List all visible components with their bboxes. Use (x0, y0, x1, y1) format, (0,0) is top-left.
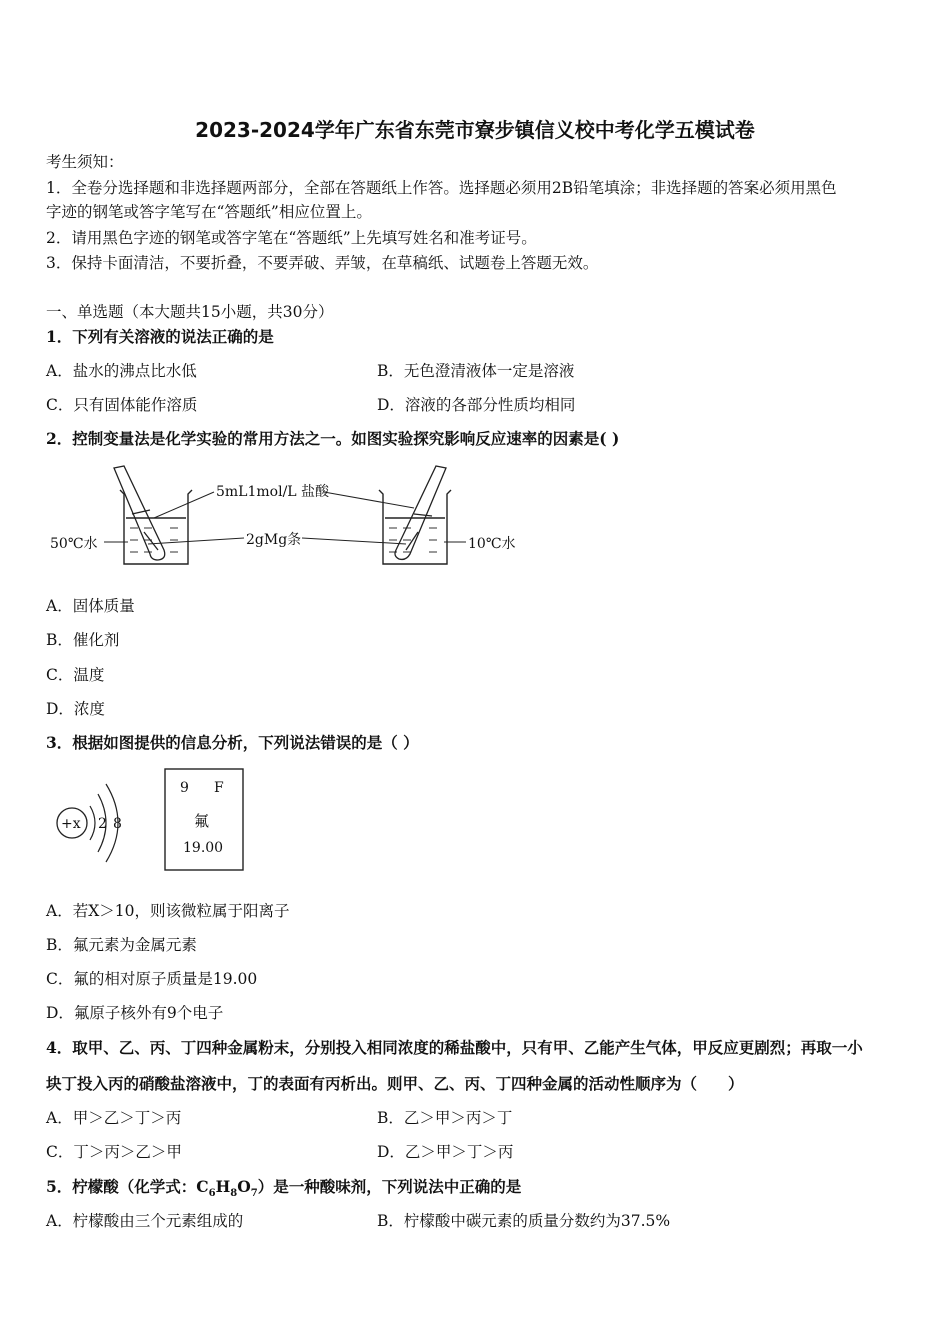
notice-item-1: 1．全卷分选择题和非选择题两部分，全部在答题纸上作答。选择题必须用2B铅笔填涂；非选择题的答案必须用黑色 (46, 179, 837, 197)
q4-option-b: B．乙＞甲＞丙＞丁 (377, 1109, 513, 1127)
q1-option-c: C．只有固体能作溶质 (46, 396, 198, 414)
right-water-label: 10℃水 (468, 536, 516, 552)
q3-option-a: A．若X＞10，则该微粒属于阳离子 (46, 902, 290, 920)
q5-stem-suffix: ）是一种酸味剂，下列说法中正确的是 (257, 1177, 522, 1196)
nucleus-charge: +x (61, 816, 81, 832)
left-water-dashes (130, 528, 178, 552)
q4-option-c: C．丁＞丙＞乙＞甲 (46, 1143, 182, 1161)
q2-option-b: B．催化剂 (46, 631, 120, 649)
section-heading: 一、单选题（本大题共15小题，共30分） (46, 303, 334, 321)
q5-stem (46, 1177, 521, 1204)
atomic-number: 9 (180, 780, 189, 796)
notice-item-3: 3．保持卡面清洁，不要折叠，不要弄破、弄皱，在草稿纸、试题卷上答题无效。 (46, 254, 599, 272)
q2-stem: 2．控制变量法是化学实验的常用方法之一。如图实验探究影响反应速率的因素是( ) (46, 429, 620, 448)
shell-1-electrons: 2 (98, 816, 107, 832)
q1-option-a: A．盐水的沸点比水低 (46, 362, 197, 380)
q2-option-a: A．固体质量 (46, 597, 135, 615)
notice-item-1-cont: 字迹的钢笔或答字笔写在“答题纸”相应位置上。 (46, 203, 372, 221)
right-beaker (379, 490, 451, 564)
element-name: 氟 (194, 812, 210, 830)
shell-2-electrons: 8 (113, 816, 122, 832)
q4-option-d: D．乙＞甲＞丁＞丙 (377, 1143, 514, 1161)
q3-element-card (164, 768, 246, 872)
q5-stem-prefix: 5．柠檬酸（化学式：C (46, 1177, 209, 1196)
q1-stem: 1．下列有关溶液的说法正确的是 (46, 327, 274, 346)
notice-heading: 考生须知： (46, 153, 124, 171)
q4-option-a: A．甲＞乙＞丁＞丙 (46, 1109, 182, 1127)
q5-sub-6: 6 (208, 1188, 216, 1200)
q5-option-a: A．柠檬酸由三个元素组成的 (46, 1212, 244, 1230)
q4-stem: 4．取甲、乙、丙、丁四种金属粉末，分别投入相同浓度的稀盐酸中，只有甲、乙能产生气体，甲反应更剧烈；再取一小 (46, 1038, 863, 1057)
q1-option-d: D．溶液的各部分性质均相同 (377, 396, 576, 414)
page-title: 2023-2024学年广东省东莞市寮步镇信义校中考化学五模试卷 (195, 118, 755, 142)
right-test-tube (395, 466, 446, 559)
q5-o: O (237, 1177, 251, 1196)
left-water-label: 50℃水 (50, 536, 98, 552)
q3-option-b: B．氟元素为金属元素 (46, 936, 197, 954)
acid-label: 5mL1mol/L 盐酸 (216, 484, 330, 500)
q5-option-b: B．柠檬酸中碳元素的质量分数约为37.5% (377, 1212, 671, 1230)
left-test-tube (114, 466, 165, 560)
q1-option-b: B．无色澄清液体一定是溶液 (377, 362, 575, 380)
q5-h: H (215, 1177, 231, 1196)
atomic-mass: 19.00 (183, 840, 224, 856)
notice-item-2: 2．请用黑色字迹的钢笔或答字笔在“答题纸”上先填写姓名和准考证号。 (46, 229, 537, 247)
q5-sub-7: 7 (250, 1188, 258, 1200)
q3-stem: 3．根据如图提供的信息分析，下列说法错误的是（ ） (46, 733, 419, 752)
q3-atom-structure (52, 776, 142, 866)
q4-stem-cont: 块丁投入丙的硝酸盐溶液中，丁的表面有丙析出。则甲、乙、丙、丁四种金属的活动性顺序为（ ） (46, 1074, 744, 1093)
q2-option-c: C．温度 (46, 666, 105, 684)
q5-sub-8: 8 (230, 1188, 238, 1200)
q2-beaker-figure (46, 462, 526, 582)
mg-label: 2gMg条 (246, 532, 302, 548)
q3-option-d: D．氟原子核外有9个电子 (46, 1004, 224, 1022)
left-beaker (120, 490, 192, 564)
element-symbol: F (214, 780, 224, 796)
q3-option-c: C．氟的相对原子质量是19.00 (46, 970, 258, 988)
q2-option-d: D．浓度 (46, 700, 105, 718)
